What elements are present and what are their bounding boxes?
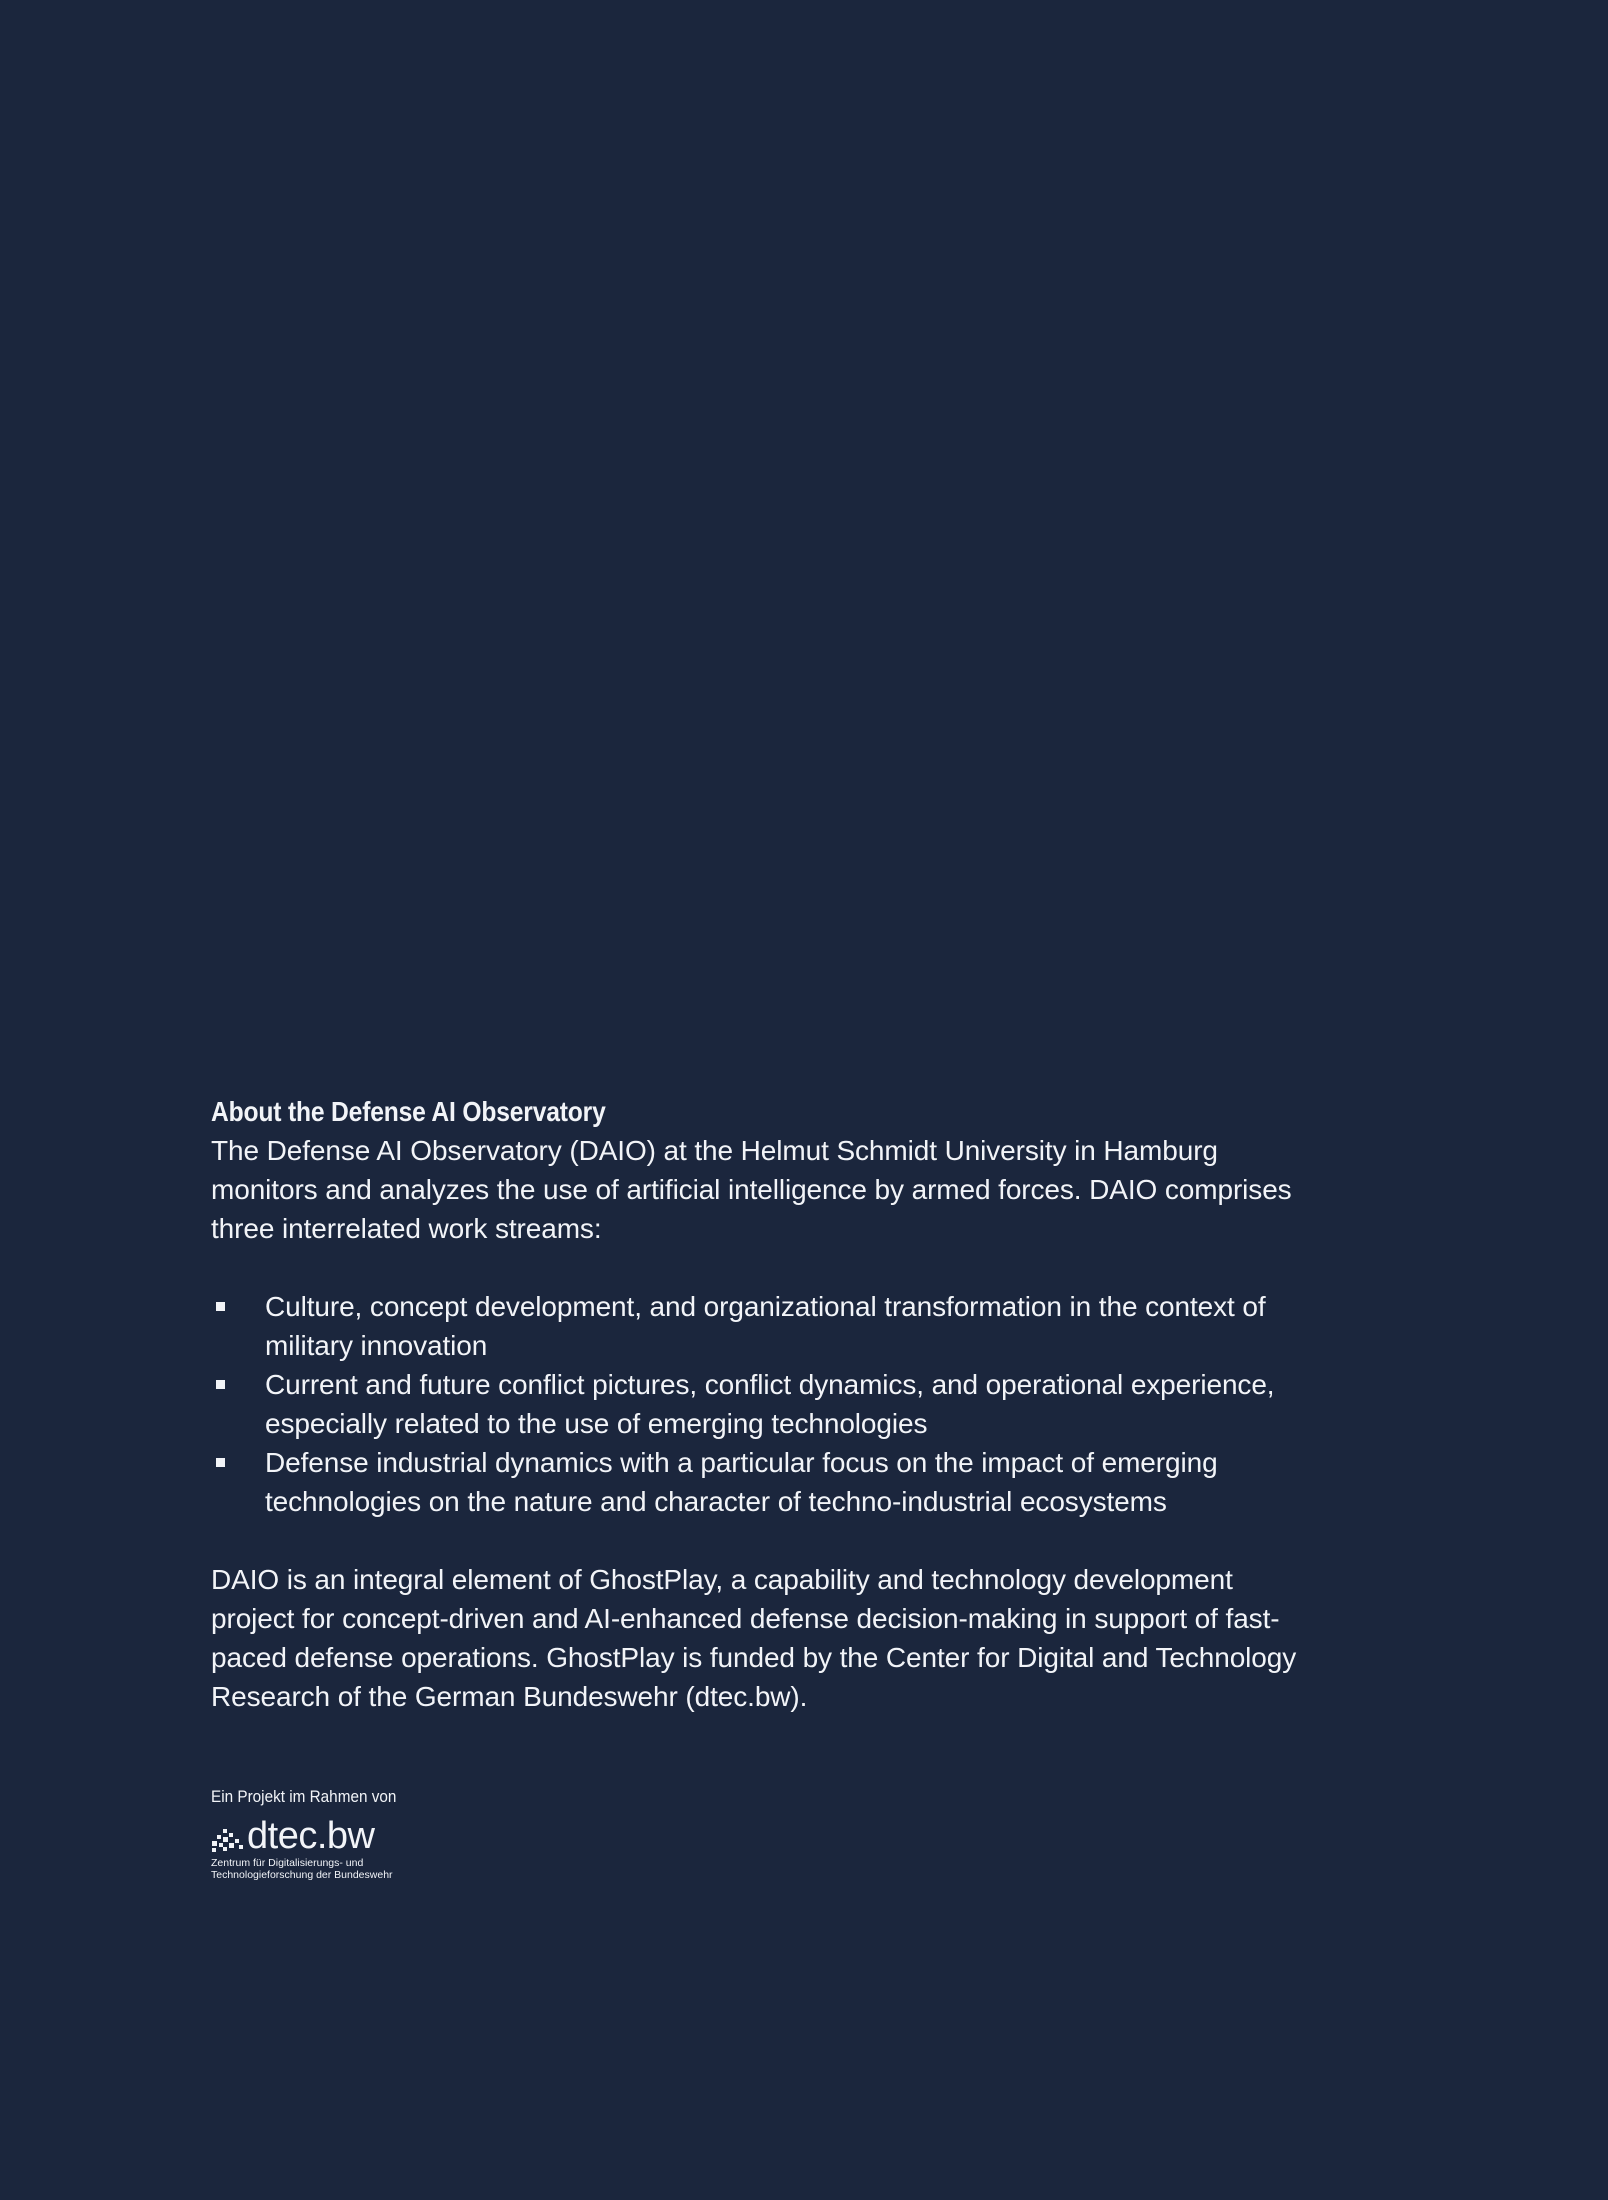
section-heading: About the Defense AI Observatory: [211, 1096, 606, 1127]
closing-paragraph: DAIO is an integral element of GhostPlay, a capability and technology development project for concept-driven and AI-enhanced defense decision-making in support of fast-paced defense operations. GhostPlay is funded by the Center for Digital and Technology Research of the German Bundeswehr (dtec.bw).: [211, 1564, 1297, 1712]
dtec-pixel-icon: [211, 1827, 245, 1853]
list-item-text: Defense industrial dynamics with a particular focus on the impact of emerging technologies on the nature and character of techno-industrial ecosystems: [265, 1447, 1218, 1517]
list-item: [211, 1365, 1321, 1443]
logo-subtitle-1: Zentrum für Digitalisierungs- und: [211, 1857, 364, 1869]
logo-wordmark: dtec.bw: [247, 1815, 375, 1857]
project-label: Ein Projekt im Rahmen von: [211, 1787, 397, 1806]
dtec-bw-logo: [211, 1815, 417, 1857]
intro-paragraph: The Defense AI Observatory (DAIO) at the Helmut Schmidt University in Hamburg monitors and analyzes the use of artificial intelligence by armed forces. DAIO comprises three interrelated work streams:: [211, 1135, 1292, 1244]
spacer: [211, 1521, 1321, 1560]
spacer: [211, 1248, 1321, 1287]
list-item-text: Current and future conflict pictures, conflict dynamics, and operational experience, especially related to the use of emerging technologies: [265, 1369, 1275, 1439]
about-section: [211, 1092, 1321, 1716]
project-credit: [211, 1785, 417, 1881]
list-item: [211, 1443, 1321, 1521]
bullet-square-icon: [216, 1302, 225, 1311]
bullet-square-icon: [216, 1458, 225, 1467]
list-item: [211, 1287, 1321, 1365]
bullet-square-icon: [216, 1380, 225, 1389]
logo-subtitle-2: Technologieforschung der Bundeswehr: [211, 1869, 393, 1881]
list-item-text: Culture, concept development, and organizational transformation in the context of military innovation: [265, 1291, 1266, 1361]
work-streams-list: [211, 1287, 1321, 1521]
